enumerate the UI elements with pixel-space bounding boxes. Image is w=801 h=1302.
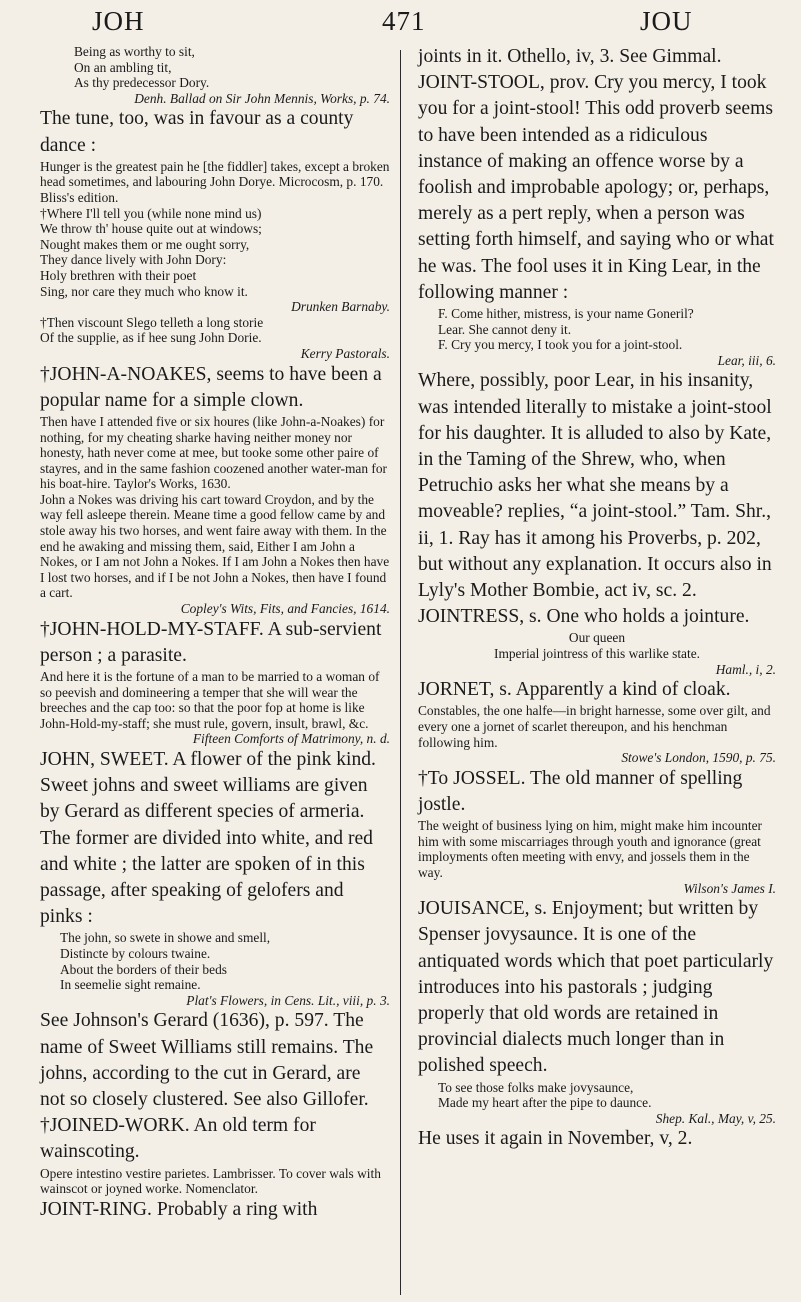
running-head-right: JOU: [640, 6, 693, 36]
left-quotation: †Where I'll tell you (while none mind us): [40, 205, 262, 221]
page-header: [0, 6, 801, 40]
right-quotation: Made my heart after the pipe to daunce.: [438, 1095, 652, 1111]
right-entry-text: JOUISANCE, s. Enjoyment; but written by Spenser jovysaunce. It is one of the antiquated words which that poet particularly introduces into his pastorals ; judging properly that old words are retained in provincial dialects much longer than in polished speech.: [418, 898, 774, 1077]
left-quotation: Holy brethren with their poet: [40, 267, 197, 283]
left-quotation: John a Nokes was driving his cart toward Croydon, and by the way fell asleepe therein. Meane time a good fellow came by and stole away his two horses, and went faire away with them. In the end he awaking and missing them, said, Either I am John a Nokes, or I am not John a Nokes. If I am John a Nokes then have I lost two horses, and if I be not John a Nokes, then have I found a cart.: [40, 491, 390, 601]
right-quotation: Lear. She cannot deny it.: [438, 321, 572, 337]
right-citation: Shep. Kal., May, v, 25.: [655, 1110, 776, 1126]
column-divider: [400, 50, 401, 1295]
left-entry-text: JOHN, SWEET. A flower of the pink kind. Sweet johns and sweet williams are given by Gerard as different species of armeria. The former are divided into white, and red and white ; the latter are spoken of in this passage, after speaking of gelofers and pinks :: [40, 749, 376, 928]
left-quotation: Distincte by colours twaine.: [60, 946, 211, 962]
right-entry-text: †To JOSSEL. The old manner of spelling jostle.: [418, 767, 743, 815]
left-entry-text: JOINT-RING. Probably a ring with: [40, 1198, 318, 1220]
left-quotation: We throw th' house quite out at windows;: [40, 221, 262, 237]
right-quotation: Constables, the one halfe—in bright harnesse, some over gilt, and every one a jornet of scarlet thereupon, and his henchman following him.: [418, 703, 771, 750]
right-entry-text: JOINT-STOOL, prov. Cry you mercy, I took you for a joint-stool! This odd proverb seems to have been intended as a ridiculous instance of making an offence worse by a foolish and improbable apology; or, perhaps, merely as a pert reply, when a person was setting forth himself, and saying who or what he was. The fool uses it in King Lear, in the following manner :: [418, 72, 774, 303]
left-entry-text: †JOHN-A-NOAKES, seems to have been a popular name for a simple clown.: [40, 363, 382, 411]
right-entry-text: He uses it again in November, v, 2.: [418, 1128, 693, 1150]
left-entry-text: †JOHN-HOLD-MY-STAFF. A sub-servient person ; a parasite.: [40, 618, 382, 666]
right-quotation: Our queen: [568, 630, 626, 646]
left-quotation: They dance lively with John Dory:: [40, 252, 227, 268]
right-quotation: To see those folks make jovysaunce,: [438, 1079, 634, 1095]
left-citation: Kerry Pastorals.: [300, 345, 390, 361]
left-entry-text: The tune, too, was in favour as a county dance :: [40, 108, 354, 156]
left-citation: Plat's Flowers, in Cens. Lit., viii, p. 3.: [186, 992, 390, 1008]
page-number: 471: [382, 6, 426, 36]
right-citation: Lear, iii, 6.: [717, 352, 776, 368]
right-quotation: Imperial jointress of this warlike state.: [493, 646, 700, 662]
left-quotation: Sing, nor care they much who know it.: [40, 283, 248, 299]
right-citation: Wilson's James I.: [683, 880, 776, 896]
right-entry-text: Where, possibly, poor Lear, in his insanity, was intended literally to mistake a joint-stool for his daughter. It is alluded to also by Kate, in the Taming of the Shrew, who, when Petruchio asks her what she means by a moveable? replies, “a joint-stool.” Tam. Shr., ii, 1. Ray has it among his Proverbs, p. 202, but without any explanation. It occurs also in Lyly's Mother Bombie, act iv, sc. 2.: [418, 370, 772, 602]
right-quotation: The weight of business lying on him, might make him incounter him with some miscarriages through youth and ignorance (great imployments often meeting with envy, and jossels them in the way.: [418, 818, 763, 880]
left-quotation: Hunger is the greatest pain he [the fiddler] takes, except a broken head sometimes, and labouring John Dorye. Microcosm, p. 170. Bliss's edition.: [40, 158, 390, 205]
left-entry-text: See Johnson's Gerard (1636), p. 597. The name of Sweet Williams still remains. The johns, according to the cut in Gerard, are not so closely clustered. See also Gillofer.: [40, 1010, 374, 1110]
left-quotation: Nought makes them or me ought sorry,: [40, 236, 250, 252]
right-citation: Haml., i, 2.: [715, 661, 776, 677]
left-quotation: In seemelie sight remaine.: [60, 977, 201, 993]
left-quotation: Opere intestino vestire parietes. Lambrisser. To cover wals with wainscot or joyned worke. Nomenclator.: [40, 1165, 381, 1197]
left-quotation: Of the supplie, as if hee sung John Dorie.: [40, 330, 262, 346]
left-quotation: As thy predecessor Dory.: [74, 75, 210, 91]
left-citation: Copley's Wits, Fits, and Fancies, 1614.: [180, 601, 390, 617]
left-quotation: And here it is the fortune of a man to be married to a woman of so peevish and domineering a temper that she will wear the breeches and the cap too: so that the poor fop at home is like John-Hold-my-staff; she must rule, govern, insult, brawl, &c.: [40, 669, 380, 731]
right-quotation: F. Come hither, mistress, is your name Goneril?: [438, 306, 694, 322]
right-column: [418, 44, 776, 1153]
left-quotation: Being as worthy to sit,: [74, 44, 195, 59]
right-quotation: F. Cry you mercy, I took you for a joint-stool.: [438, 337, 683, 353]
left-column: [40, 44, 390, 1223]
left-citation: Fifteen Comforts of Matrimony, n. d.: [192, 731, 390, 747]
left-citation: Drunken Barnaby.: [291, 299, 390, 315]
left-quotation: Then have I attended five or six houres (like John-a-Noakes) for nothing, for my cheating sharke having neither money nor honesty, hath never come at mee, but tooke some other paire of stayres, and in the same fashion coozened another water-man for his boat-hire. Taylor's Works, 1630.: [40, 413, 388, 492]
right-citation: Stowe's London, 1590, p. 75.: [621, 750, 776, 766]
running-head-left: JOH: [92, 6, 145, 36]
left-entry-text: †JOINED-WORK. An old term for wainscoting.: [40, 1115, 316, 1163]
left-quotation: On an ambling tit,: [74, 59, 172, 75]
left-quotation: About the borders of their beds: [60, 961, 227, 977]
left-quotation: †Then viscount Slego telleth a long storie: [40, 314, 264, 330]
right-entry-text: joints in it. Othello, iv, 3. See Gimmal.: [418, 46, 722, 67]
left-quotation: The john, so swete in showe and smell,: [60, 930, 271, 946]
right-entry-text: JORNET, s. Apparently a kind of cloak.: [418, 679, 731, 701]
right-entry-text: JOINTRESS, s. One who holds a jointure.: [418, 606, 750, 628]
left-citation: Denh. Ballad on Sir John Mennis, Works, p. 74.: [134, 90, 390, 106]
